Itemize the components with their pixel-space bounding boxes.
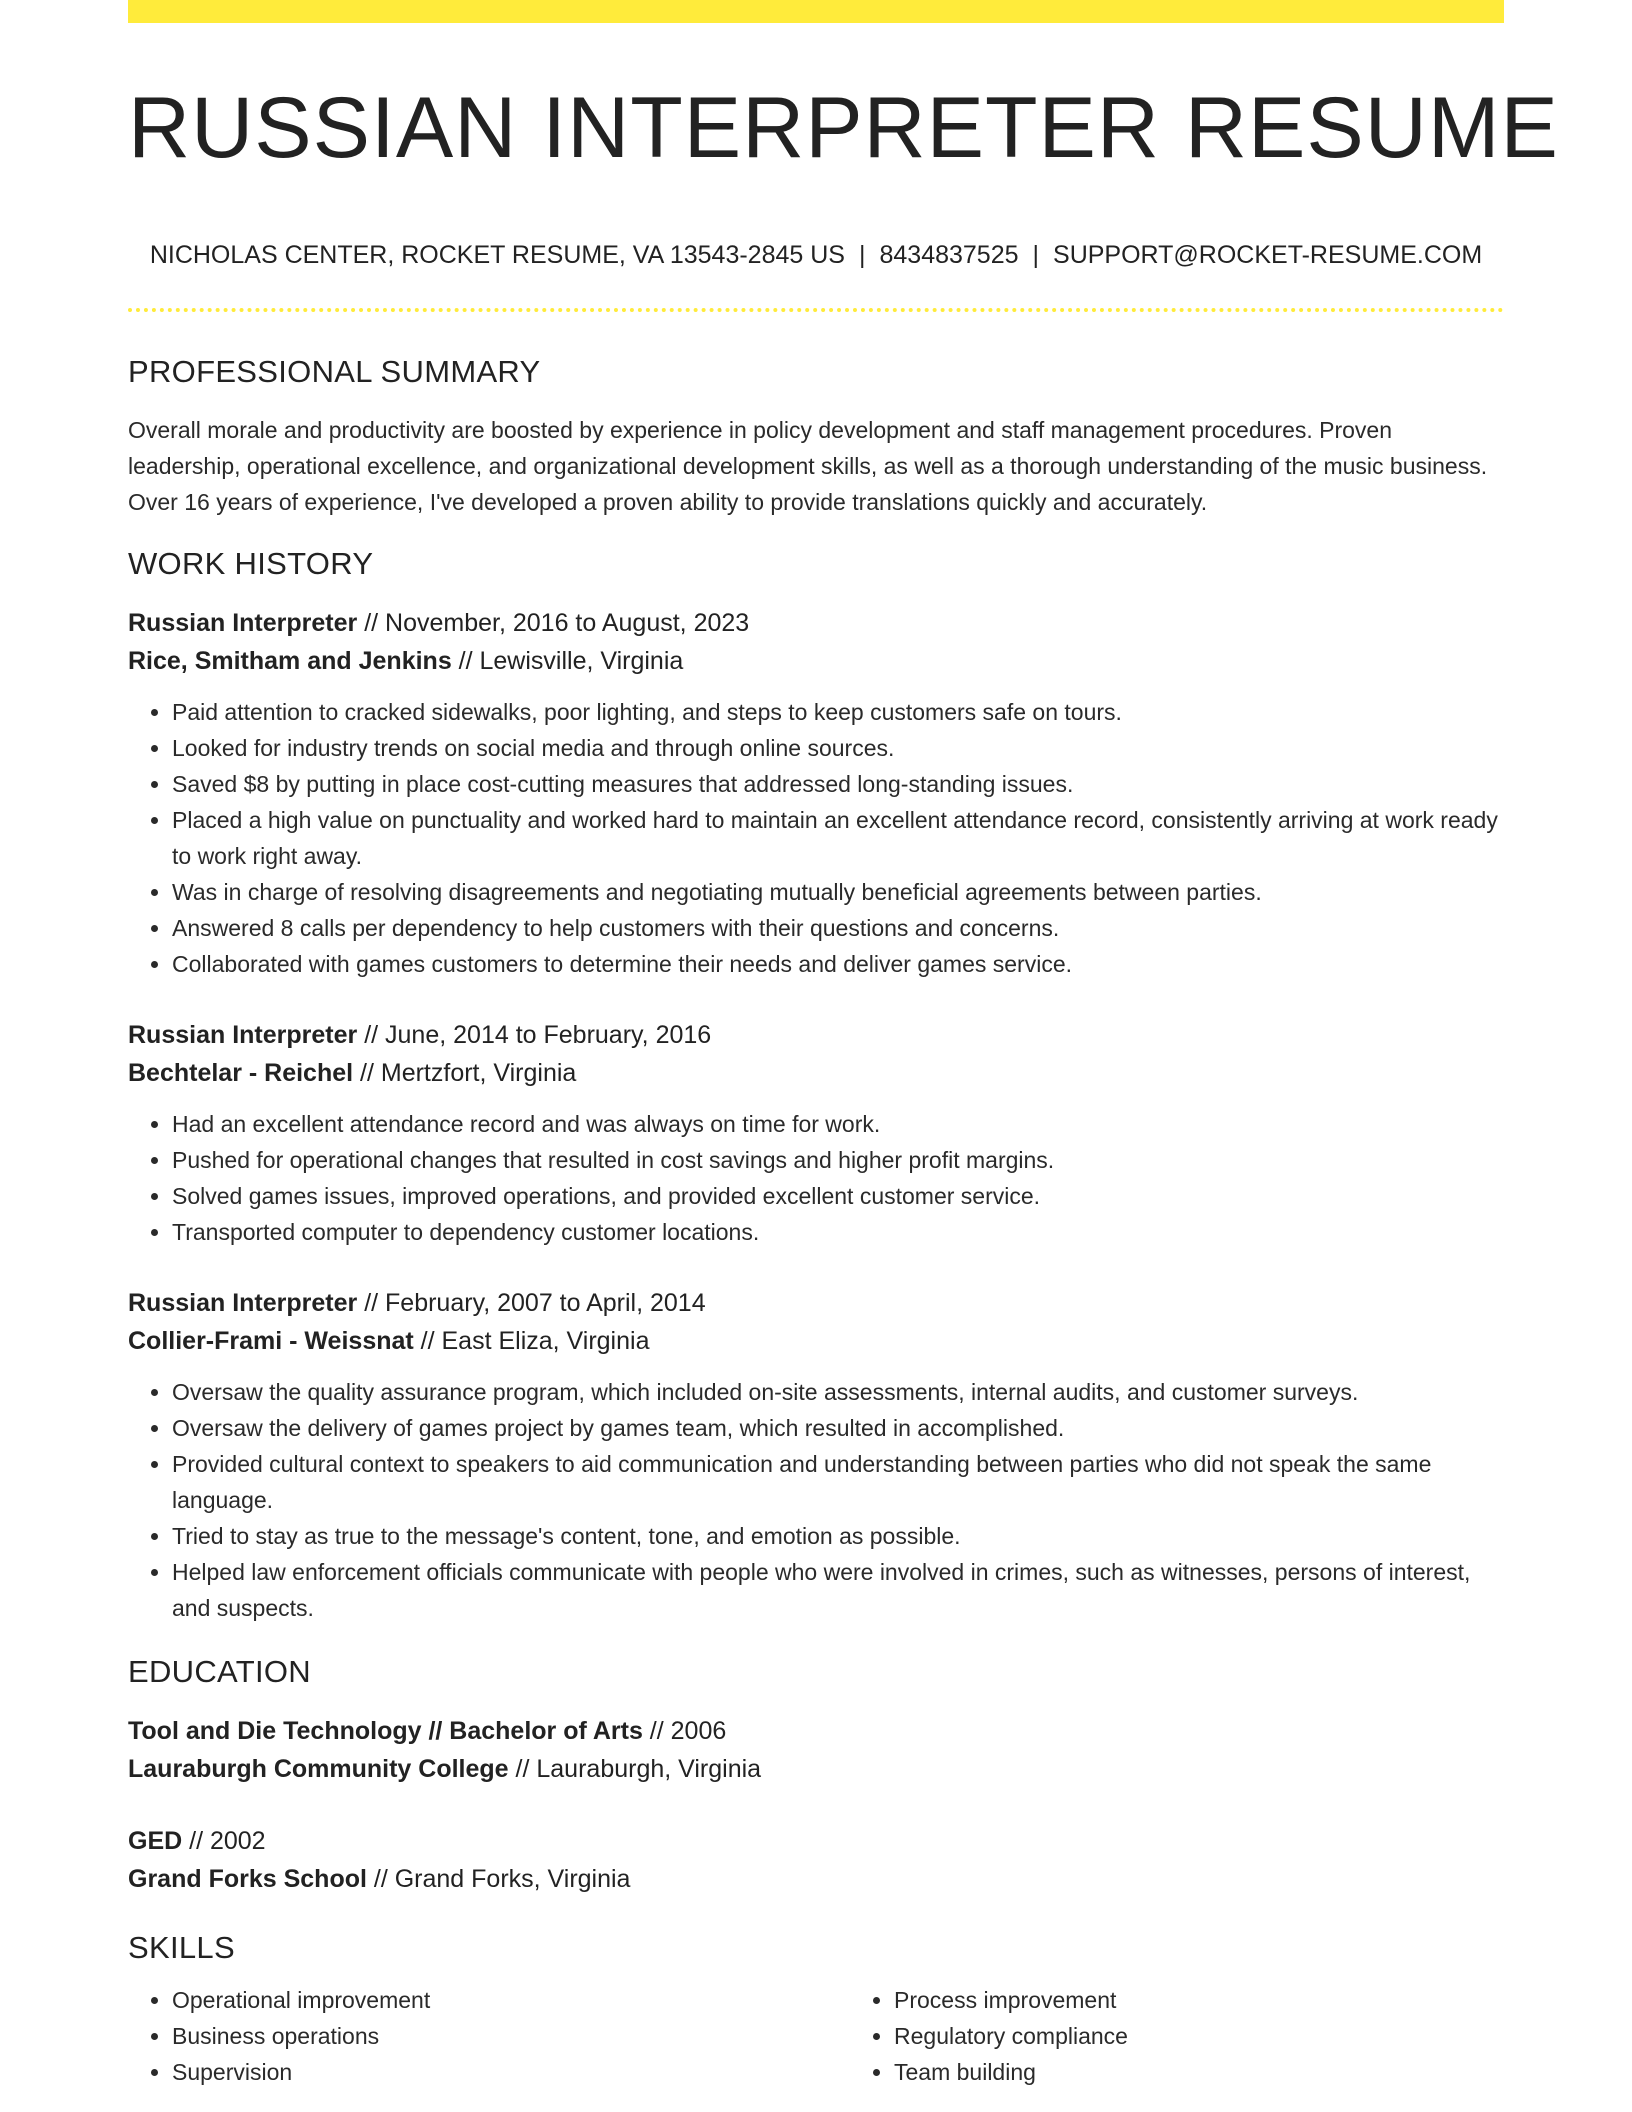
list-item: • Tried to stay as true to the message's content, tone, and emotion as possible. xyxy=(172,1518,1504,1554)
degree-line xyxy=(128,1712,1504,1750)
school-location: // Grand Forks, Virginia xyxy=(366,1865,631,1893)
contact-separator: | xyxy=(1032,241,1040,269)
job-dates: // February, 2007 to April, 2014 xyxy=(357,1289,706,1317)
school: Lauraburgh Community College xyxy=(128,1755,509,1783)
job-dates: // November, 2016 to August, 2023 xyxy=(357,609,750,637)
skill-item: • Operational improvement xyxy=(172,1982,850,2018)
degree: Tool and Die Technology // Bachelor of Arts xyxy=(128,1717,643,1745)
contact-address: NICHOLAS CENTER, ROCKET RESUME, VA 13543-2845 US xyxy=(149,241,845,269)
list-item: • Provided cultural context to speakers to aid communication and understanding between parties who did not speak the same language. xyxy=(172,1446,1504,1518)
job-title: Russian Interpreter xyxy=(128,1289,358,1317)
list-item: • Oversaw the delivery of games project by games team, which resulted in accomplished. xyxy=(172,1410,1504,1446)
skill-item: • Regulatory compliance xyxy=(894,2018,1572,2054)
job-company-line xyxy=(128,642,1504,680)
list-item: • Saved $8 by putting in place cost-cutting measures that addressed long-standing issues. xyxy=(172,766,1504,802)
job-title-line xyxy=(128,1284,1504,1322)
job-company: Bechtelar - Reichel xyxy=(128,1059,354,1087)
summary-heading: PROFESSIONAL SUMMARY xyxy=(128,354,541,389)
contact-separator: | xyxy=(858,241,866,269)
dotted-divider xyxy=(128,308,1504,312)
graduation-year: // 2002 xyxy=(182,1827,266,1855)
school: Grand Forks School xyxy=(128,1865,367,1893)
degree-line xyxy=(128,1822,1504,1860)
contact-email[interactable]: SUPPORT@ROCKET-RESUME.COM xyxy=(1053,241,1483,269)
job-bullets xyxy=(128,694,1504,982)
job-bullets xyxy=(128,1374,1504,1626)
graduation-year: // 2006 xyxy=(642,1717,727,1745)
job-company: Rice, Smitham and Jenkins xyxy=(128,647,452,675)
school-line xyxy=(128,1750,1504,1788)
skills-list-right xyxy=(850,1982,1572,2090)
list-item: • Collaborated with games customers to determine their needs and deliver games service. xyxy=(172,946,1504,982)
job-location: // Mertzfort, Virginia xyxy=(353,1059,577,1087)
skills-columns xyxy=(128,1982,1504,2090)
list-item: • Solved games issues, improved operations, and provided excellent customer service. xyxy=(172,1178,1504,1214)
job-location: // Lewisville, Virginia xyxy=(451,647,684,675)
resume-page xyxy=(128,0,1559,2090)
job-bullets xyxy=(128,1106,1504,1250)
job-company: Collier-Frami - Weissnat xyxy=(128,1327,414,1355)
skill-item: • Supervision xyxy=(172,2054,850,2090)
job-company-line xyxy=(128,1054,1504,1092)
education-heading: EDUCATION xyxy=(128,1654,311,1689)
resume-title: RUSSIAN INTERPRETER RESUME xyxy=(128,80,1559,176)
contact-line xyxy=(128,241,1504,270)
education-entry xyxy=(128,1822,1504,1898)
skills-list-left xyxy=(128,1982,850,2090)
work-history-heading: WORK HISTORY xyxy=(128,546,374,581)
list-item: • Answered 8 calls per dependency to help customers with their questions and concerns. xyxy=(172,910,1504,946)
school-line xyxy=(128,1860,1504,1898)
job-entry xyxy=(128,604,1504,982)
list-item: • Paid attention to cracked sidewalks, poor lighting, and steps to keep customers safe on tours. xyxy=(172,694,1504,730)
skill-item: • Business operations xyxy=(172,2018,850,2054)
list-item: • Oversaw the quality assurance program, which included on-site assessments, internal audits, and customer surveys. xyxy=(172,1374,1504,1410)
list-item: • Transported computer to dependency customer locations. xyxy=(172,1214,1504,1250)
list-item: • Looked for industry trends on social media and through online sources. xyxy=(172,730,1504,766)
list-item: • Pushed for operational changes that resulted in cost savings and higher profit margins. xyxy=(172,1142,1504,1178)
education-entry xyxy=(128,1712,1504,1788)
job-title-line xyxy=(128,1016,1504,1054)
school-location: // Lauraburgh, Virginia xyxy=(508,1755,762,1783)
list-item: • Was in charge of resolving disagreements and negotiating mutually beneficial agreements between parties. xyxy=(172,874,1504,910)
job-title: Russian Interpreter xyxy=(128,1021,358,1049)
accent-bar xyxy=(128,0,1504,23)
list-item: • Helped law enforcement officials communicate with people who were involved in crimes, such as witnesses, persons of interest, and suspects. xyxy=(172,1554,1504,1626)
degree: GED xyxy=(128,1827,183,1855)
list-item: • Had an excellent attendance record and was always on time for work. xyxy=(172,1106,1504,1142)
job-title: Russian Interpreter xyxy=(128,609,358,637)
job-entry xyxy=(128,1016,1504,1250)
summary-text: Overall morale and productivity are boosted by experience in policy development and staff management procedures. Proven leadership, operational excellence, and organizational development skills, as well as a thorough understanding of the music business. Over 16 years of experience, I've developed a proven ability to provide translations quickly and accurately. xyxy=(128,417,1488,515)
job-entry xyxy=(128,1284,1504,1626)
job-company-line xyxy=(128,1322,1504,1360)
job-title-line xyxy=(128,604,1504,642)
skills-heading: SKILLS xyxy=(128,1930,235,1965)
job-location: // East Eliza, Virginia xyxy=(413,1327,650,1355)
list-item: • Placed a high value on punctuality and worked hard to maintain an excellent attendance record, consistently arriving at work ready to work right away. xyxy=(172,802,1504,874)
job-dates: // June, 2014 to February, 2016 xyxy=(357,1021,712,1049)
skill-item: • Process improvement xyxy=(894,1982,1572,2018)
skill-item: • Team building xyxy=(894,2054,1572,2090)
contact-phone[interactable]: 8434837525 xyxy=(879,241,1019,269)
